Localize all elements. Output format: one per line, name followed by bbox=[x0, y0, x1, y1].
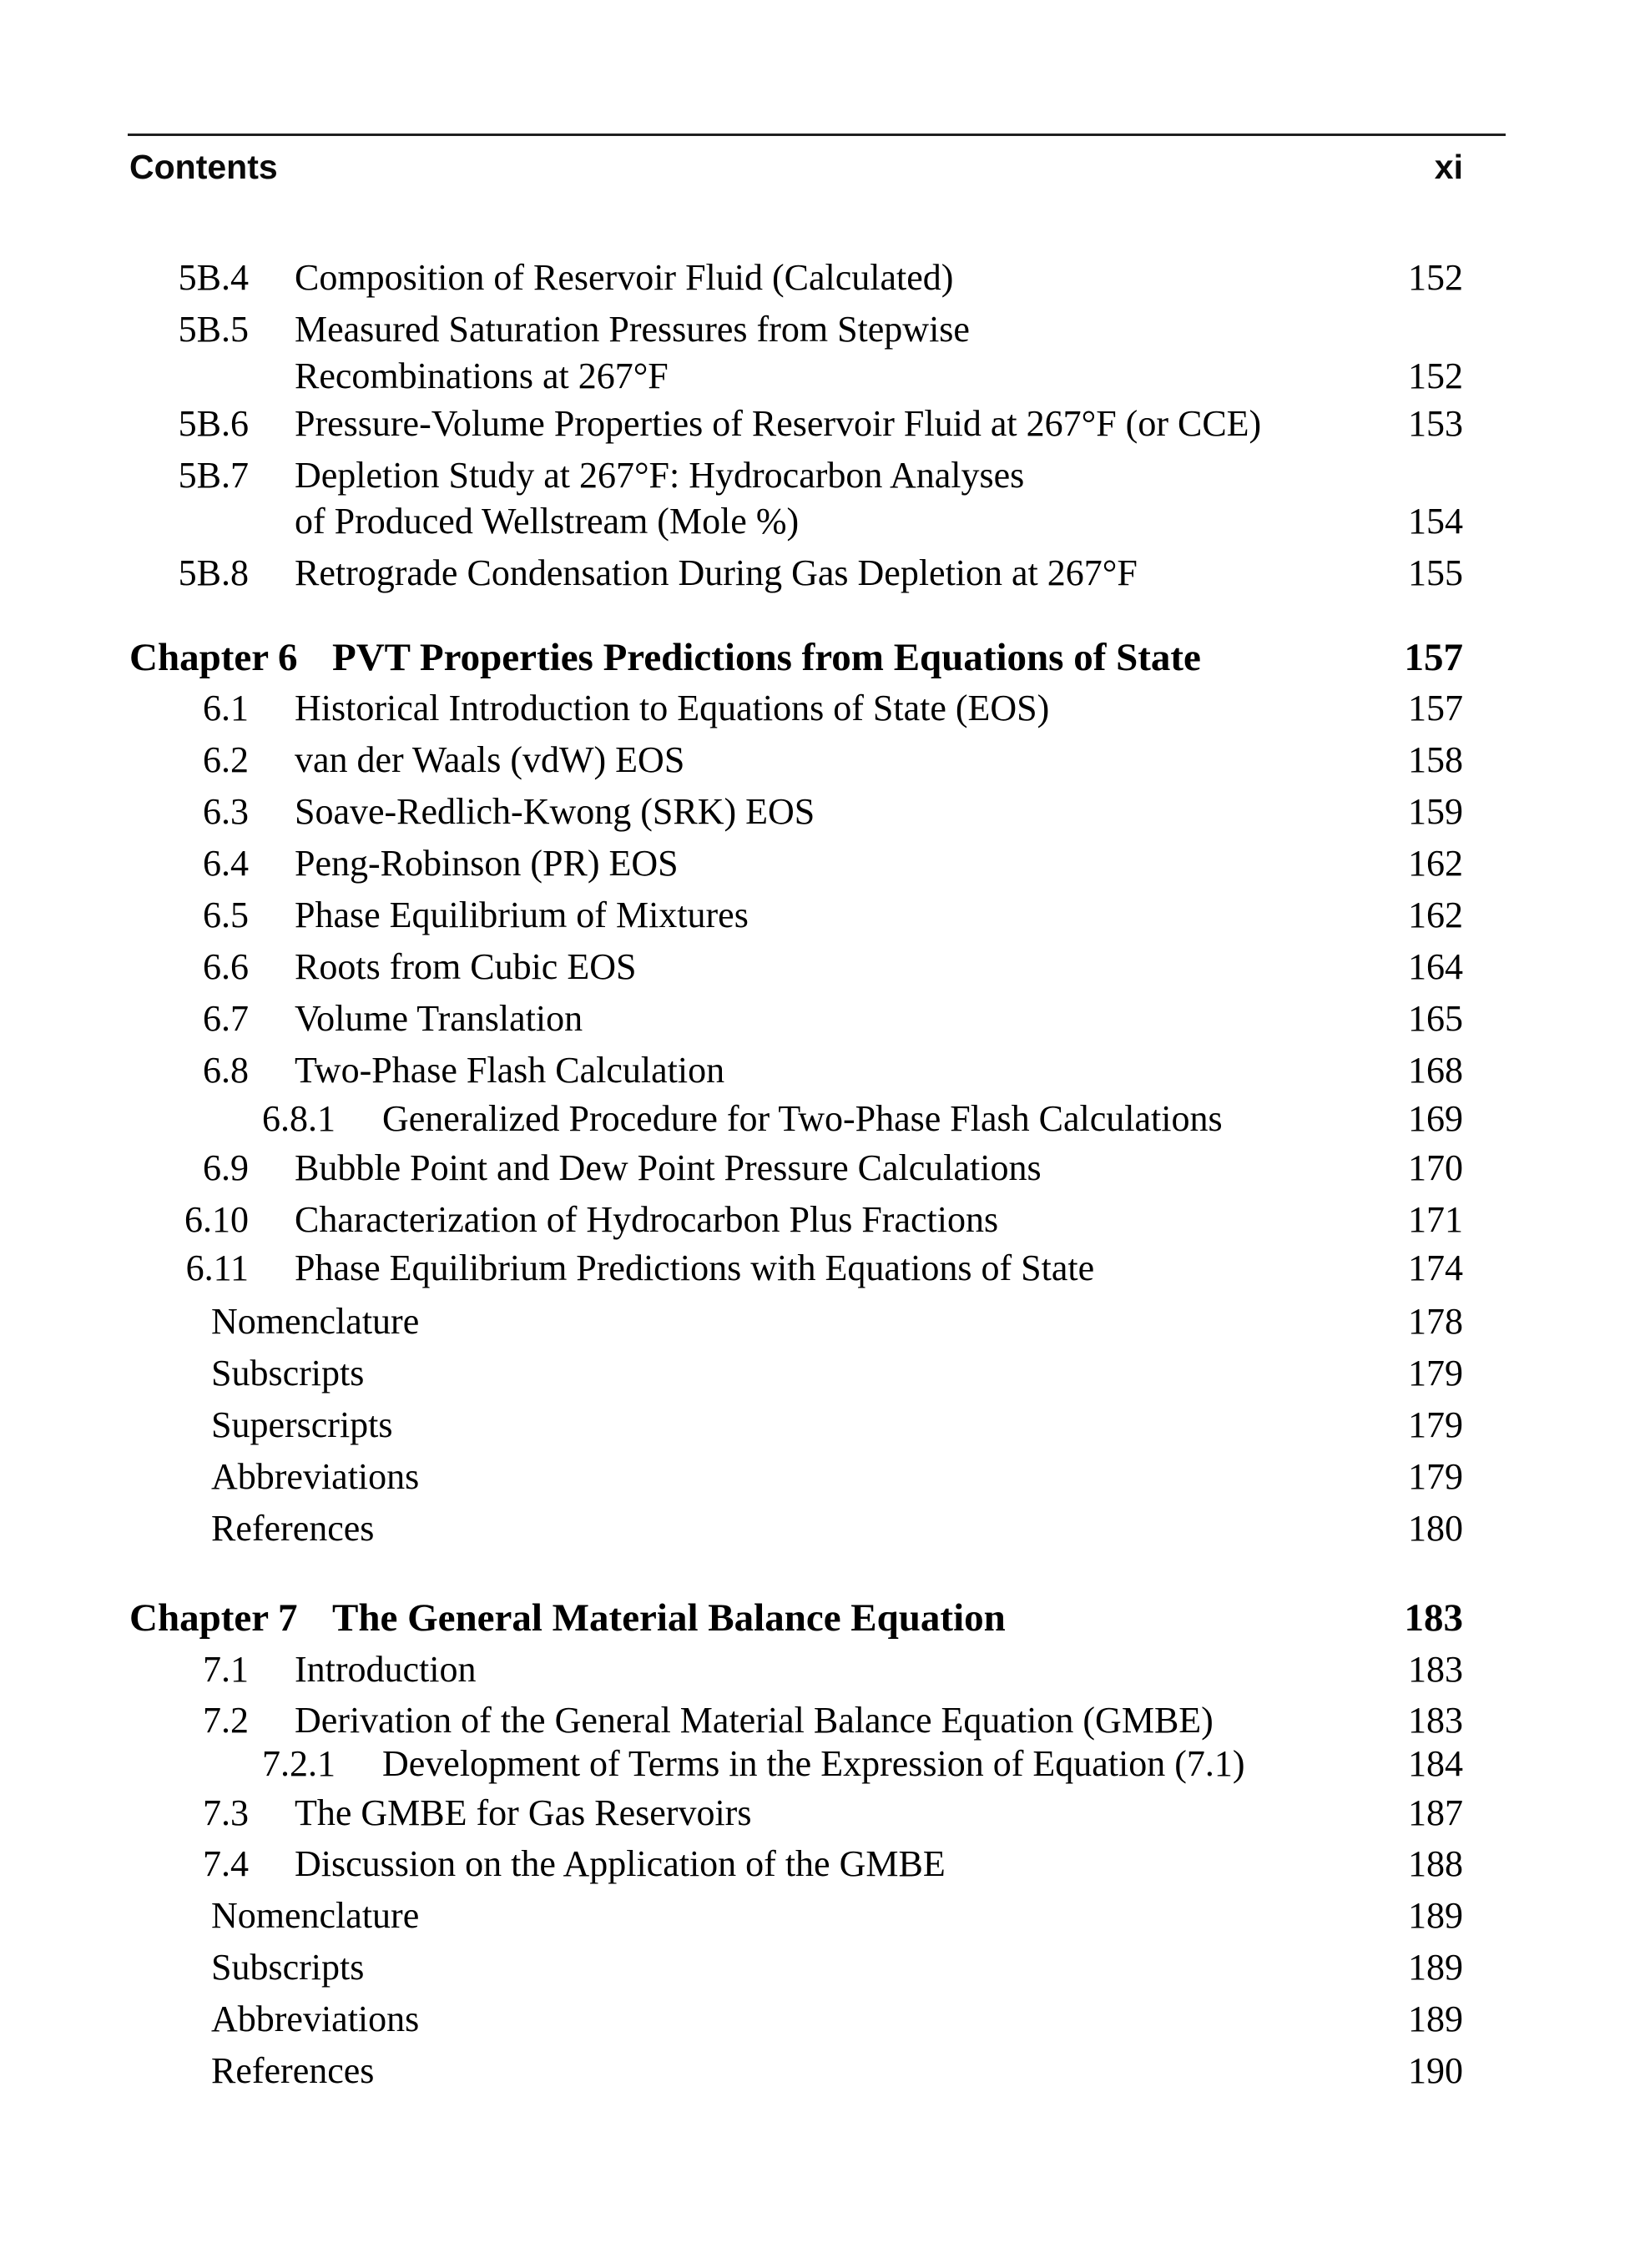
section-number: 7.2.1 bbox=[262, 1743, 336, 1784]
toc-row-superscripts bbox=[129, 1399, 1463, 1451]
section-number: 6.8.1 bbox=[262, 1098, 336, 1139]
section-number: 6.1 bbox=[203, 688, 249, 728]
toc-row-7-3 bbox=[129, 1787, 1463, 1839]
section-number: 6.9 bbox=[203, 1147, 249, 1188]
toc-row-7-2-1 bbox=[129, 1738, 1463, 1790]
toc-row-chapter-6 bbox=[129, 632, 1463, 683]
toc-row-references bbox=[129, 2045, 1463, 2097]
toc-row-6-8 bbox=[129, 1045, 1463, 1096]
toc-row-5b-6 bbox=[129, 398, 1463, 450]
page-number: 158 bbox=[1408, 739, 1463, 780]
toc-row-abbreviations bbox=[129, 1451, 1463, 1503]
entry-title: Introduction bbox=[295, 1649, 477, 1690]
page-number: 162 bbox=[1408, 895, 1463, 935]
toc-row-abbreviations bbox=[129, 1993, 1463, 2045]
toc-row-7-4 bbox=[129, 1838, 1463, 1890]
running-header-page-number: xi bbox=[1434, 148, 1463, 186]
section-number: 5B.6 bbox=[178, 403, 249, 444]
page-number: 169 bbox=[1408, 1098, 1463, 1139]
entry-title: Superscripts bbox=[211, 1404, 393, 1445]
entry-title: van der Waals (vdW) EOS bbox=[295, 739, 685, 780]
toc-row-5b-8 bbox=[129, 547, 1463, 599]
entry-title: Two-Phase Flash Calculation bbox=[295, 1050, 725, 1091]
page-number: 152 bbox=[1408, 355, 1463, 396]
section-number: 6.2 bbox=[203, 739, 249, 780]
page-number: 152 bbox=[1408, 257, 1463, 298]
page-number: 179 bbox=[1408, 1353, 1463, 1394]
entry-title: Derivation of the General Material Balance Equation (GMBE) bbox=[295, 1700, 1214, 1741]
page-number: 171 bbox=[1408, 1199, 1463, 1240]
section-number: 6.11 bbox=[185, 1247, 249, 1288]
toc-row-6-4 bbox=[129, 838, 1463, 890]
entry-title: Discussion on the Application of the GMBE bbox=[295, 1843, 946, 1884]
section-number: 5B.5 bbox=[178, 309, 249, 350]
entry-title: Nomenclature bbox=[211, 1895, 420, 1936]
entry-title: Phase Equilibrium Predictions with Equations of State bbox=[295, 1247, 1095, 1288]
entry-title: Development of Terms in the Expression of Equation (7.1) bbox=[382, 1743, 1245, 1784]
section-number: 5B.4 bbox=[178, 257, 249, 298]
entry-title: Roots from Cubic EOS bbox=[295, 946, 637, 987]
entry-title: Retrograde Condensation During Gas Depletion at 267°F bbox=[295, 552, 1138, 593]
page-number: 188 bbox=[1408, 1843, 1463, 1884]
page-number: 178 bbox=[1408, 1301, 1463, 1342]
entry-title: References bbox=[211, 1508, 375, 1549]
section-number: 7.4 bbox=[203, 1843, 249, 1884]
toc-row-of-produced-wellstream-mole bbox=[129, 496, 1463, 547]
page-number: 157 bbox=[1408, 688, 1463, 728]
entry-title: Historical Introduction to Equations of State (EOS) bbox=[295, 688, 1050, 728]
section-number: 6.7 bbox=[203, 998, 249, 1039]
section-number: 6.3 bbox=[203, 791, 249, 832]
toc-row-references bbox=[129, 1503, 1463, 1555]
toc-row-7-1 bbox=[129, 1644, 1463, 1696]
entry-title: Subscripts bbox=[211, 1353, 365, 1394]
header-rule bbox=[128, 134, 1506, 136]
section-number: 6.6 bbox=[203, 946, 249, 987]
page-number: 162 bbox=[1408, 843, 1463, 884]
page-number: 180 bbox=[1408, 1508, 1463, 1549]
toc-row-6-2 bbox=[129, 734, 1463, 786]
entry-title: Peng-Robinson (PR) EOS bbox=[295, 843, 679, 884]
entry-title: Measured Saturation Pressures from Stepwise bbox=[295, 309, 970, 350]
section-number: 7.2 bbox=[203, 1700, 249, 1741]
toc-row-nomenclature bbox=[129, 1296, 1463, 1348]
section-number: 6.5 bbox=[203, 895, 249, 935]
page-number: 189 bbox=[1408, 1998, 1463, 2039]
entry-title: Characterization of Hydrocarbon Plus Fractions bbox=[295, 1199, 999, 1240]
entry-title: Phase Equilibrium of Mixtures bbox=[295, 895, 749, 935]
page-number: 183 bbox=[1404, 1596, 1463, 1640]
entry-title: Recombinations at 267°F bbox=[295, 355, 669, 396]
page-number: 179 bbox=[1408, 1456, 1463, 1497]
page-number: 189 bbox=[1408, 1947, 1463, 1988]
toc-row-6-6 bbox=[129, 941, 1463, 993]
section-number: 5B.7 bbox=[178, 455, 249, 496]
section-number: 6.10 bbox=[184, 1199, 249, 1240]
entry-title: Generalized Procedure for Two-Phase Flash Calculations bbox=[382, 1098, 1223, 1139]
chapter-title: The General Material Balance Equation bbox=[332, 1596, 1006, 1640]
page-number: 165 bbox=[1408, 998, 1463, 1039]
entry-title: Abbreviations bbox=[211, 1456, 420, 1497]
toc-row-6-10 bbox=[129, 1194, 1463, 1246]
page-number: 184 bbox=[1408, 1743, 1463, 1784]
entry-title: Subscripts bbox=[211, 1947, 365, 1988]
page-number: 189 bbox=[1408, 1895, 1463, 1936]
toc-row-subscripts bbox=[129, 1348, 1463, 1399]
toc-row-6-11 bbox=[129, 1242, 1463, 1294]
section-number: 7.1 bbox=[203, 1649, 249, 1690]
page-number: 190 bbox=[1408, 2050, 1463, 2091]
entry-title: Bubble Point and Dew Point Pressure Calculations bbox=[295, 1147, 1042, 1188]
entry-title: Composition of Reservoir Fluid (Calculated) bbox=[295, 257, 954, 298]
toc-row-6-9 bbox=[129, 1142, 1463, 1194]
entry-title: The GMBE for Gas Reservoirs bbox=[295, 1792, 752, 1833]
page-number: 170 bbox=[1408, 1147, 1463, 1188]
entry-title: Nomenclature bbox=[211, 1301, 420, 1342]
entry-title: References bbox=[211, 2050, 375, 2091]
toc-row-6-5 bbox=[129, 890, 1463, 941]
page-number: 183 bbox=[1408, 1649, 1463, 1690]
section-number: 7.3 bbox=[203, 1792, 249, 1833]
chapter-label: Chapter 7 bbox=[129, 1596, 298, 1640]
page-number: 159 bbox=[1408, 791, 1463, 832]
page-number: 153 bbox=[1408, 403, 1463, 444]
entry-title: Abbreviations bbox=[211, 1998, 420, 2039]
toc-row-6-3 bbox=[129, 786, 1463, 838]
entry-title: Soave-Redlich-Kwong (SRK) EOS bbox=[295, 791, 815, 832]
running-header-title: Contents bbox=[129, 148, 278, 186]
entry-title: Volume Translation bbox=[295, 998, 583, 1039]
toc-row-chapter-7 bbox=[129, 1592, 1463, 1644]
entry-title: Depletion Study at 267°F: Hydrocarbon Analyses bbox=[295, 455, 1025, 496]
entry-title: of Produced Wellstream (Mole %) bbox=[295, 501, 800, 542]
toc-row-subscripts bbox=[129, 1942, 1463, 1993]
toc-row-6-7 bbox=[129, 993, 1463, 1045]
toc-row-5b-4 bbox=[129, 252, 1463, 304]
page-number: 168 bbox=[1408, 1050, 1463, 1091]
chapter-title: PVT Properties Predictions from Equations of State bbox=[332, 636, 1201, 679]
toc-row-recombinations-at-267-f bbox=[129, 350, 1463, 402]
toc-row-5b-7 bbox=[129, 450, 1463, 501]
chapter-label: Chapter 6 bbox=[129, 636, 298, 679]
toc-row-nomenclature bbox=[129, 1890, 1463, 1942]
section-number: 6.4 bbox=[203, 843, 249, 884]
section-number: 6.8 bbox=[203, 1050, 249, 1091]
page-number: 174 bbox=[1408, 1247, 1463, 1288]
section-number: 5B.8 bbox=[178, 552, 249, 593]
page-number: 157 bbox=[1404, 636, 1463, 679]
entry-title: Pressure-Volume Properties of Reservoir Fluid at 267°F (or CCE) bbox=[295, 403, 1262, 444]
page-number: 164 bbox=[1408, 946, 1463, 987]
toc-row-6-1 bbox=[129, 683, 1463, 734]
page-number: 154 bbox=[1408, 501, 1463, 542]
page-number: 187 bbox=[1408, 1792, 1463, 1833]
toc-row-5b-5 bbox=[129, 304, 1463, 355]
toc-row-6-8-1 bbox=[129, 1093, 1463, 1145]
page-number: 179 bbox=[1408, 1404, 1463, 1445]
page-number: 183 bbox=[1408, 1700, 1463, 1741]
page-number: 155 bbox=[1408, 552, 1463, 593]
